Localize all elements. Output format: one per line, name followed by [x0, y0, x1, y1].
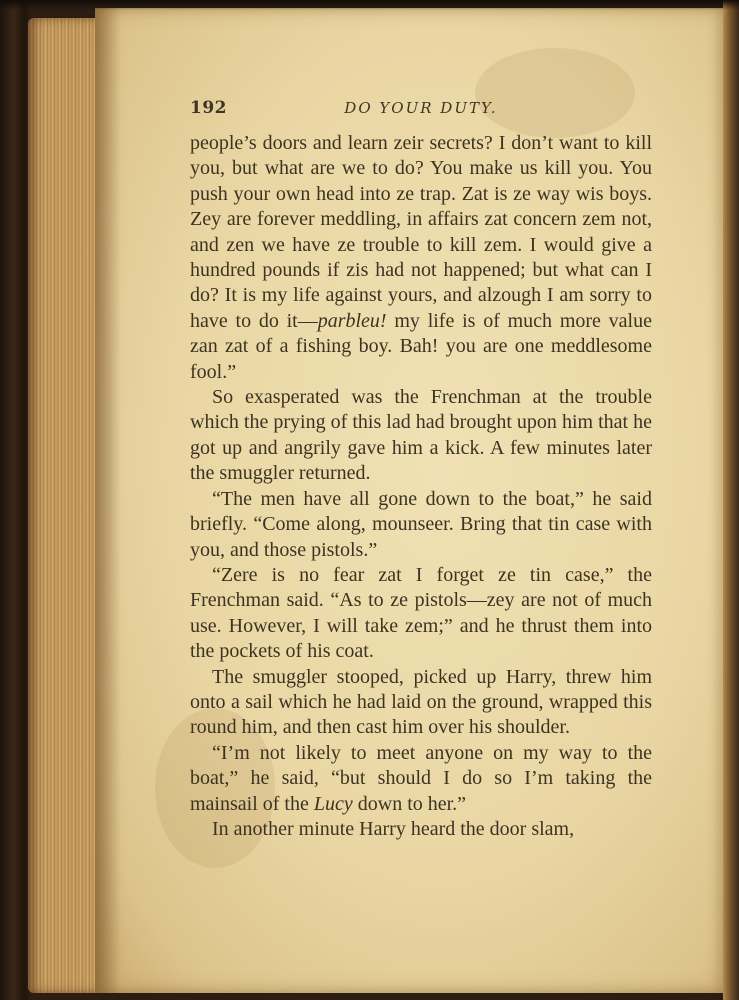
- text-segment: So exasperated was the Frenchman at the trouble which the prying of this lad had brought upon him that he got up and angrily gave him a kick. A few minutes later the smuggler returned.: [190, 386, 652, 485]
- text-segment: my life is of much more value zan zat of a fishing boy. Bah! you are one meddlesome fool.”: [190, 309, 652, 383]
- italic-text: parbleu!: [317, 309, 387, 332]
- text-segment: The smuggler stooped, picked up Harry, threw him onto a sail which he had laid on the ground, wrapped this round him, and then cast him over his shoulder.: [190, 665, 652, 739]
- running-head: [190, 98, 652, 122]
- page-number: 192: [190, 98, 227, 118]
- paragraph: [190, 741, 652, 817]
- body-text: [190, 131, 652, 842]
- paper-stain: [475, 48, 635, 138]
- running-title: DO YOUR DUTY.: [344, 99, 498, 117]
- right-page-edge: [723, 0, 739, 1000]
- spine-shadow: [95, 8, 121, 993]
- text-segment: “I’m not likely to meet anyone on my way to the boat,” he said, “but should I do so I’m taking the mainsail of the: [190, 741, 652, 815]
- paragraph: [190, 817, 652, 842]
- text-segment: In another minute Harry heard the door slam,: [212, 817, 575, 840]
- paragraph: [190, 487, 652, 563]
- paragraph: [190, 563, 652, 665]
- text-segment: down to her.”: [352, 792, 467, 815]
- text-segment: people’s doors and learn zeir secrets? I don’t want to kill you, but what are we to do? You make us kill you. You push your own head into ze trap. Zat is ze way wis boys. Zey are forever meddling, in affairs zat concern zem not, and zen we have ze trouble to kill zem. I would give a hundred pounds if zis had not happened; but what can I do? It is my life against yours, and alzough I am sorry to have to do it—: [190, 132, 652, 332]
- italic-text: Lucy: [313, 792, 353, 815]
- text-segment: “Zere is no fear zat I forget ze tin case,” the Frenchman said. “As to ze pistols—zey are not of much use. However, I will take zem;” and he thrust them into the pockets of his coat.: [190, 563, 652, 663]
- text-segment: “The men have all gone down to the boat,” he said briefly. “Come along, mounseer. Bring that tin case with you, and those pistols.”: [190, 487, 652, 561]
- paragraph: [190, 665, 652, 741]
- paragraph: [190, 385, 652, 487]
- top-edge-shadow: [0, 0, 739, 10]
- paragraph: [190, 131, 652, 385]
